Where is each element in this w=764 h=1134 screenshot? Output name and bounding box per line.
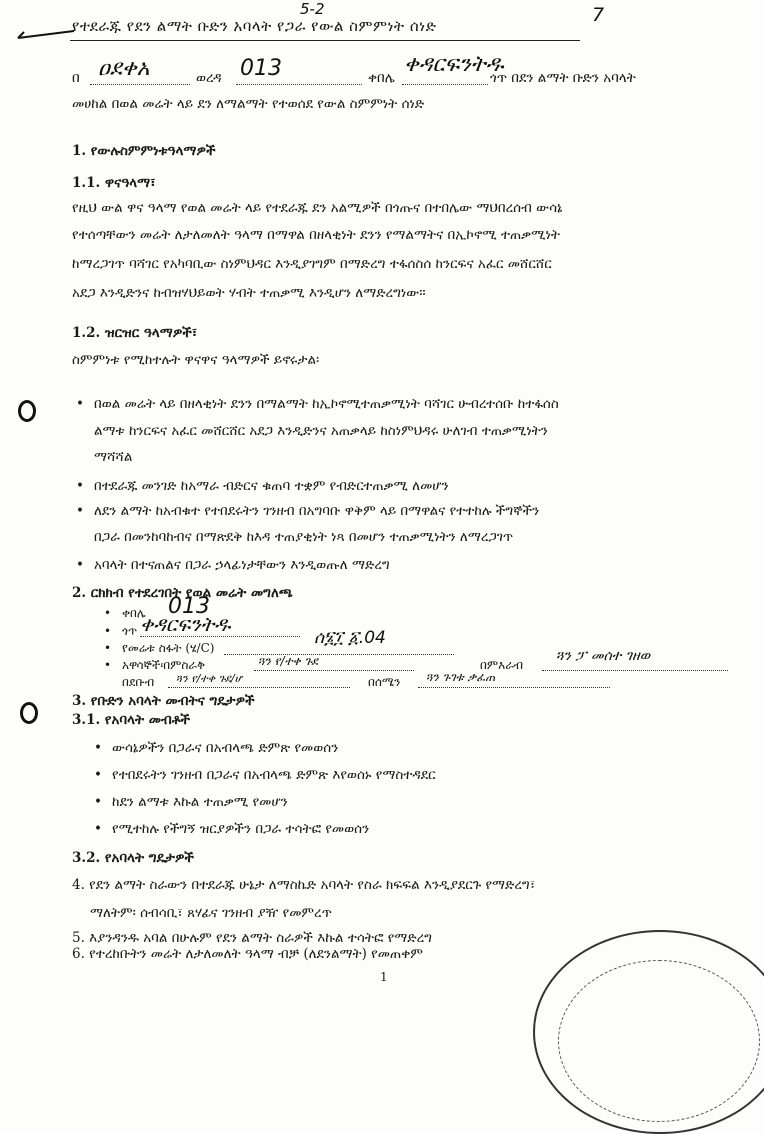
- section-1-1-line: የዚህ ውል ዋና ዓላማ የወል መሬት ላይ የተደራጁ ደን አልሚዎች በጎጡና በተበሌው ማህበረሰብ ውሳኔ: [72, 200, 563, 216]
- document-title: የተደራጁ የደን ልማት ቡድን አባላት የጋራ የውል ስምምነት ሰነድ: [72, 17, 437, 35]
- area-value: ሰ፮፲ ፩.04: [314, 628, 386, 648]
- section-1-1-line: ከማረጋገጥ ባሻገር የአካባቢው ስነምህዳር እንዲያገግም በማድረግ ተፋሰስሰ ከንርፍና አፈር መሸርሸር: [72, 256, 552, 272]
- intro-part1: በ: [72, 70, 80, 86]
- duty-item: 5. እያንዳንዱ አባል በሁሉም የደን ልማት ስራዎች እኩል ተሳትፎ የማድረግ: [72, 930, 433, 946]
- page-number: 1: [380, 970, 388, 984]
- bound-west-label: በምእራብ: [480, 658, 523, 672]
- bound-east-fill-line: [254, 670, 414, 671]
- bound-west-fill-line: [542, 670, 728, 671]
- objective-bullet-cont: በጋራ በመንከባከብና በማጽደቅ ከእዳ ተጠያቂነት ነጻ በመሆን ተጠቃሚነትን ለማረጋገጥ: [94, 529, 514, 545]
- handwritten-arrow-mark: [16, 28, 76, 40]
- bound-east-value: ጓን የ/ተቀ ጉደ: [258, 654, 318, 668]
- intro-part2: ወረዳ: [196, 70, 222, 86]
- rights-bullet: • የሚተከሉ የችግኝ ዝርያዎችን በጋራ ተሳትፎ የመወሰን: [112, 821, 369, 837]
- bound-south-value: ጓን ጉገቱ ቃፈጠ: [426, 670, 496, 684]
- handwritten-name: ዐደቀአ: [98, 56, 150, 81]
- duty-item-cont: ማለትም፡ ሰብሳቢ፣ ጸሃፊና ገንዘብ ያዥ የመምረጥ: [90, 905, 332, 921]
- handwritten-top-note: 5-2: [300, 0, 325, 18]
- bound-south-label: በሰሜን: [368, 675, 401, 689]
- section-1-1-heading: 1.1. ዋናዓላማ፣: [72, 175, 156, 191]
- section-3-2-heading: 3.2. የአባላት ግዴታዎች: [72, 850, 194, 866]
- got-label: • ጎጥ: [122, 624, 137, 639]
- handwritten-kebele: ቀዳርፍንትዱ: [404, 52, 504, 77]
- section-2-heading: 2. ርክክብ የተደረገበት የወል መሬት መግለጫ: [72, 585, 293, 601]
- objective-bullet: • ለደን ልማት ከአብቁተ የተበደሩትን ገንዘብ በአግባቡ ዋቅም ላይ በማዋልና የተተከሉ ችግኞችን: [94, 503, 539, 519]
- objective-bullet-cont: ልማቱ ከንርፍና አፈር መሸርሸር አደጋ እንዲድንና አጠቃላይ ከስነምህዳሩ ሁለገብ ተጠቃሚነትን: [94, 423, 548, 439]
- section-3-1-heading: 3.1. የአባላት መብቶች: [72, 712, 191, 728]
- intro-part4: ጎጥ በደን ልማት ቡድን አባላት: [490, 70, 636, 86]
- kebele-value: 013: [168, 594, 210, 619]
- name-fill-line: [90, 84, 190, 85]
- rights-bullet: • የተበደሩትን ገንዘብ በጋራና በአብላጫ ድምጽ እየወሰኑ የማስተዳደር: [112, 767, 436, 783]
- section-1-heading: 1. የውሉስምምነቱዓላማዎች: [72, 143, 216, 159]
- bound-north-fill-line: [168, 687, 350, 688]
- objective-bullet: • በተደራጁ መንገድ ከአማራ ብድርና ቁጠባ ተቋም የብድርተጠቃሚ ለመሆን: [94, 478, 449, 494]
- bound-south-fill-line: [418, 687, 610, 688]
- objective-bullet-cont: ማሻሻል: [94, 449, 133, 465]
- section-1-2-heading: 1.2. ዝርዝር ዓላማዎች፣: [72, 325, 198, 341]
- got-fill-line: [140, 636, 300, 637]
- intro-line2: መሀከል በወል መሬት ላይ ደን ለማልማት የተወሰደ የውል ስምምነት ሰነድ: [72, 96, 425, 112]
- punch-hole: [20, 702, 38, 724]
- duty-item: 4. የደን ልማት ስራውን በተደራጁ ሁኔታ ለማስኬድ አባላት የስራ ክፍፍል እንዲያደርጉ የማድረግ፣: [72, 877, 536, 893]
- kebele-fill-line: [402, 84, 488, 85]
- woreda-fill-line: [236, 84, 362, 85]
- punch-hole: [18, 400, 36, 422]
- bound-north-value: ጓን የ/ተቀ ጉደ/ሆ: [176, 672, 243, 685]
- handwritten-corner-number: 7: [592, 4, 605, 26]
- handwritten-woreda: 013: [240, 56, 282, 81]
- section-1-2-lead: ስምምነቱ የሚከተሉት ዋናዋና ዓላማዎች ይኖሩታል፡: [72, 352, 320, 368]
- official-stamp-inner-ring: [558, 960, 760, 1122]
- area-label: • የመሬቱ ስፋት (ሄ/C): [122, 641, 214, 656]
- duty-item: 6. የተረከቡትን መሬት ለታለመለት ዓላማ ብቻ (ለደንልማት) የመጠቀም: [72, 946, 423, 962]
- objective-bullet: • አባላት በተናጠልና በጋራ ኃላፊነታቸውን እንዲወጡለ ማድረግ: [94, 557, 390, 573]
- title-underline: [70, 40, 580, 41]
- section-3-heading: 3. የቡድን አባላት መብትና ግዴታዎች: [72, 693, 255, 709]
- intro-part3: ቀበሌ: [368, 70, 395, 86]
- bound-west-value: ጓን ፓ መሰተ ገዘወ: [556, 648, 651, 664]
- rights-bullet: • ከደን ልማቱ እኩል ተጠቃሚ የመሆን: [112, 794, 288, 810]
- rights-bullet: • ውሳኔዎችን በጋራና በአብላጫ ድምጽ የመወሰን: [112, 740, 338, 756]
- bound-east-label: • አዋሳኞች፡በምስራቅ: [122, 658, 205, 673]
- objective-bullet: • በወል መሬት ላይ በዘላቂነት ደንን በማልማት ከኢኮኖሚተጠቃሚነት ባሻገር ሁብረተሰቡ ከተፋሰስ: [94, 396, 559, 412]
- got-value: ቀዳርፍንትዱ: [140, 612, 231, 636]
- bound-north-label: በደቡብ: [122, 675, 155, 689]
- section-1-1-line: የተሰጣቸውን መሬት ለታለመለት ዓላማ በማዋል በዘላቂነት ደንን የማልማትና በኢኮኖሚ ተጠቃሚነት: [72, 227, 561, 243]
- kebele-label: • ቀበሌ: [122, 606, 146, 621]
- section-1-1-line: አደጋ እንዲድንና ከብዝሃህይወት ሃብት ተጠቃሚ እንዲሆን ለማድረግነው፡፡: [72, 285, 426, 301]
